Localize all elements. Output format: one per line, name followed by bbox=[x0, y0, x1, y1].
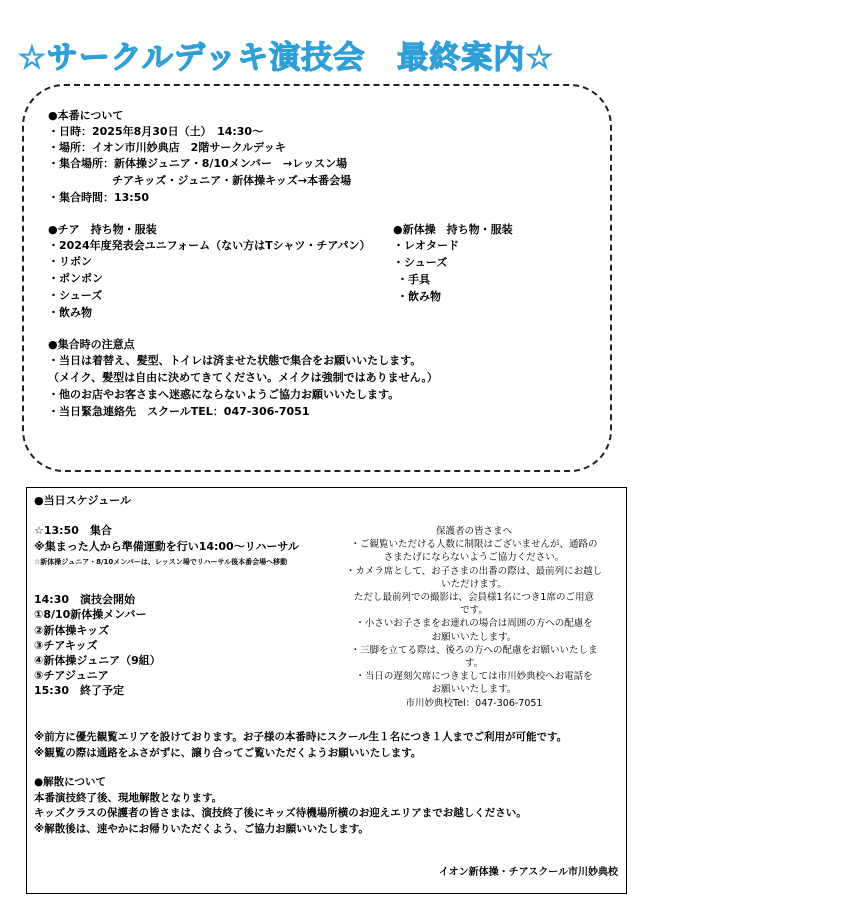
school-name-footer: イオン新体操・チアスクール市川妙典校 bbox=[438, 867, 618, 878]
guardian-note-phone: 市川妙典校Tel：047-306-7051 bbox=[405, 697, 543, 709]
rhythmic-item: ・レオタード bbox=[393, 239, 459, 252]
cheer-item: ・シューズ bbox=[48, 289, 103, 302]
caution-heading: ●集合時の注意点 bbox=[48, 338, 135, 351]
honban-date: ・日時：2025年8月30日（土） 14:30～ bbox=[48, 125, 264, 138]
guardian-note-line: お願いいたします。 bbox=[431, 684, 517, 696]
program-item: ①8/10新体操メンバー bbox=[34, 608, 147, 621]
guardian-note bbox=[340, 525, 608, 710]
guardian-note-line: さまたげにならないようご協力ください。 bbox=[383, 552, 565, 564]
caution-line: ・他のお店やお客さまへ迷惑にならないようご協力お願いいたします。 bbox=[48, 388, 400, 401]
guardian-note-line: です。 bbox=[460, 605, 488, 617]
dismiss-heading: ●解散について bbox=[34, 776, 106, 788]
cheer-item: ・飲み物 bbox=[48, 306, 92, 319]
program-item: ②新体操キッズ bbox=[34, 624, 110, 637]
rhythmic-item: ・シューズ bbox=[393, 256, 448, 269]
honban-meeting-place: ・集合場所：新体操ジュニア・8/10メンバー →レッスン場 bbox=[48, 157, 348, 170]
program-item: ③チアキッズ bbox=[34, 639, 98, 652]
schedule-meet-note: ※集まった人から準備運動を行い14:00～リハーサル bbox=[34, 540, 299, 553]
guardian-note-line: ・カメラ席として、お子さまの出番の際は、最前列にお越し bbox=[345, 565, 603, 577]
caution-line: （メイク、髪型は自由に決めてきてください。メイクは強制ではありません。） bbox=[48, 371, 438, 384]
honban-meeting-time: ・集合時間：13:50 bbox=[48, 191, 150, 204]
schedule-meet: ☆13:50 集合 bbox=[34, 524, 112, 537]
guardian-note-line: ・三脚を立てる際は、後ろの方への配慮をお願いいたしま bbox=[350, 644, 598, 656]
guardian-note-line: ・小さいお子さまをお連れの場合は周囲の方への配慮を bbox=[355, 618, 593, 630]
program-item: ⑤チアジュニア bbox=[34, 669, 109, 682]
cheer-item: ・ポンポン bbox=[48, 272, 103, 285]
dismiss-line: ※解散後は、速やかにお帰りいただくよう、ご協力お願いいたします。 bbox=[34, 823, 369, 835]
guardian-note-title: 保護者の皆さまへ bbox=[435, 526, 512, 537]
rhythmic-heading: ●新体操 持ち物・服装 bbox=[393, 223, 513, 236]
caution-line: ・当日は着替え、髪型、トイレは済ませた状態で集合をお願いいたします。 bbox=[48, 354, 422, 367]
cheer-heading: ●チア 持ち物・服装 bbox=[48, 223, 157, 236]
cheer-item: ・2024年度発表会ユニフォーム（ない方はTシャツ・チアパン） bbox=[48, 239, 371, 252]
viewing-manners-note: ※観覧の際は通路をふさがずに、譲り合ってご覧いただくようお願いいたします。 bbox=[34, 747, 422, 759]
honban-place: ・場所：イオン市川妙典店 2階サークルデッキ bbox=[48, 141, 286, 154]
dismiss-line: キッズクラスの保護者の皆さまは、演技終了後にキッズ待機場所横のお迎えエリアまでお越しください。 bbox=[34, 807, 527, 819]
schedule-heading: ●当日スケジュール bbox=[34, 494, 131, 507]
cheer-item: ・リボン bbox=[48, 255, 92, 268]
guardian-note-line: ただし最前列での撮影は、会員様1名につき1席のご用意 bbox=[354, 592, 594, 604]
dismiss-line: 本番演技終了後、現地解散となります。 bbox=[34, 792, 223, 804]
schedule-start: 14:30 演技会開始 bbox=[34, 593, 136, 606]
schedule-meet-small-note: ☆新体操ジュニア・8/10メンバーは、レッスン場でリハーサル後本番会場へ移動 bbox=[34, 558, 288, 566]
guardian-note-line: お願いいたします。 bbox=[431, 631, 517, 643]
guardian-note-line: ・ご観覧いただける人数に制限はございませんが、通路の bbox=[350, 539, 598, 551]
guardian-note-line: ・当日の遅刻欠席につきましては市川妙典校へお電話を bbox=[355, 671, 593, 683]
honban-meeting-place-2: チアキッズ・ジュニア・新体操キッズ→本番会場 bbox=[112, 174, 352, 187]
page-title: ☆サークルデッキ演技会 最終案内☆ bbox=[18, 40, 555, 76]
rhythmic-item: ・飲み物 bbox=[397, 290, 441, 303]
viewing-area-note: ※前方に優先観覧エリアを設けております。お子様の本番時にスクール生１名につき１人までご利用が可能です。 bbox=[34, 731, 568, 743]
honban-heading: ●本番について bbox=[48, 109, 124, 122]
guardian-note-line: す。 bbox=[464, 658, 484, 670]
program-item: ④新体操ジュニア（9組） bbox=[34, 654, 161, 667]
guardian-note-line: いただけます。 bbox=[441, 578, 507, 590]
schedule-end: 15:30 終了予定 bbox=[34, 684, 125, 697]
rhythmic-item: ・手具 bbox=[397, 273, 430, 286]
emergency-contact: ・当日緊急連絡先 スクールTEL：047-306-7051 bbox=[48, 405, 310, 418]
